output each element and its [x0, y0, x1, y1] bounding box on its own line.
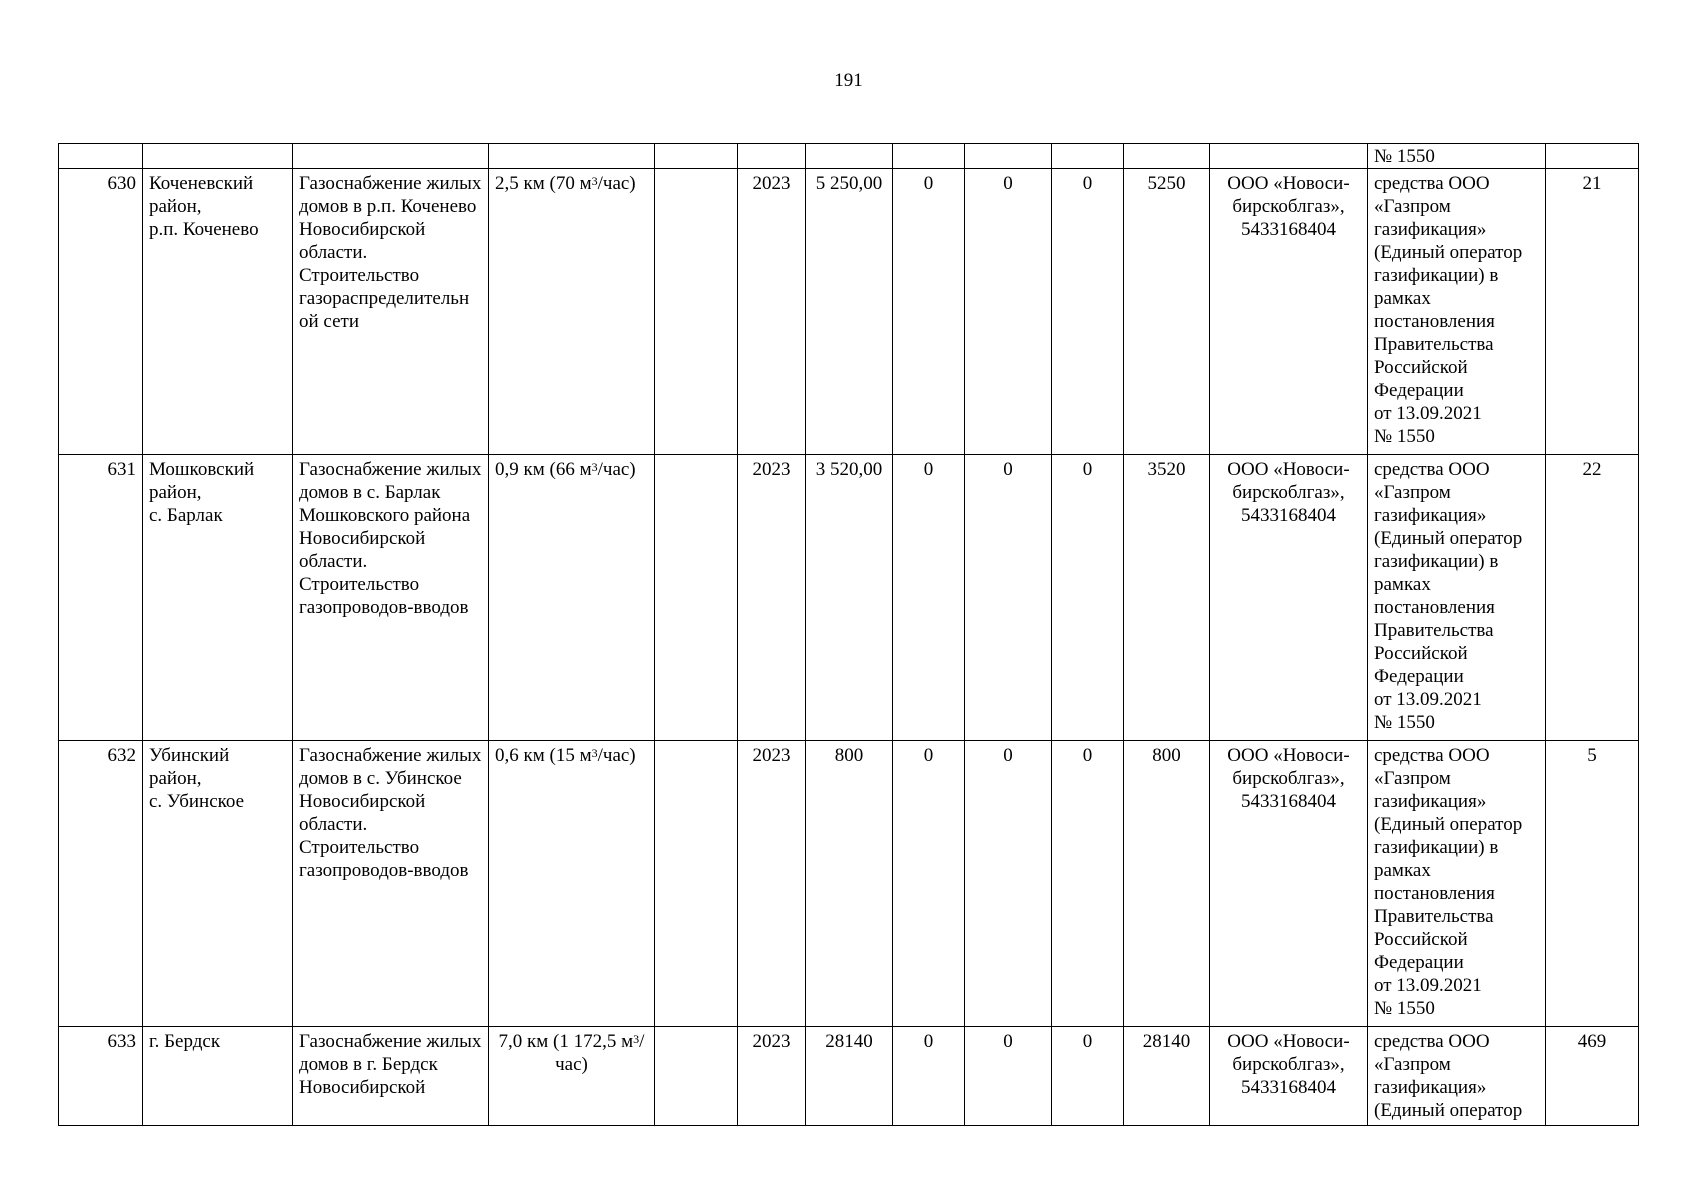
cell-empty: [1210, 144, 1368, 169]
cell-funding: средства ООО «Газпром газификация» (Единый оператор газификации) в рамках постановления Правительства Российской Федерации от 13.09.2021 № 1550: [1368, 169, 1546, 455]
cell-funding: средства ООО «Газпром газификация» (Единый оператор газификации) в рамках постановления Правительства Российской Федерации от 13.09.2021 № 1550: [1368, 741, 1546, 1027]
cell-length-capacity: [489, 455, 655, 741]
cell-empty: [143, 144, 293, 169]
cell-location: Коченевский район, р.п. Коченево: [143, 169, 293, 455]
table-row: [59, 455, 1639, 741]
cell-empty: [59, 144, 143, 169]
cell-value: 5250: [1124, 169, 1210, 455]
cell-value: 0: [893, 455, 965, 741]
cell-object: Газоснабжение жилых домов в с. Убинское Новосибирской области. Строительство газопроводов-вводов: [293, 741, 489, 1027]
table-row: [59, 741, 1639, 1027]
cell-value: 0: [965, 455, 1052, 741]
cell-year: 2023: [738, 1027, 806, 1126]
length-superscript: 3: [633, 1032, 640, 1046]
cell-last: 22: [1546, 455, 1639, 741]
cell-object: Газоснабжение жилых домов в г. Бердск Новосибирской: [293, 1027, 489, 1126]
cell-empty: [655, 1027, 738, 1126]
length-superscript: 3: [591, 174, 598, 188]
cell-number: 632: [59, 741, 143, 1027]
length-text-tail: /час): [597, 745, 636, 766]
cell-operator: ООО «Новоси-бирскоблгаз», 5433168404: [1210, 169, 1368, 455]
cell-total: 800: [806, 741, 893, 1027]
cell-location: Убинский район, с. Убинское: [143, 741, 293, 1027]
cell-location: г. Бердск: [143, 1027, 293, 1126]
page-number: 191: [834, 70, 863, 91]
cell-empty: [738, 144, 806, 169]
cell-total: 28140: [806, 1027, 893, 1126]
cell-empty: [1052, 144, 1124, 169]
cell-value: 0: [965, 1027, 1052, 1126]
cell-value: 0: [1052, 169, 1124, 455]
length-text-tail: /час): [597, 459, 636, 480]
cell-value: 0: [1052, 741, 1124, 1027]
cell-length-capacity: [489, 741, 655, 1027]
table-row-continuation: [59, 144, 1639, 169]
cell-number: 633: [59, 1027, 143, 1126]
cell-operator: ООО «Новоси-бирскоблгаз», 5433168404: [1210, 455, 1368, 741]
length-text: 2,5 км (70 м: [495, 173, 592, 194]
cell-last: 21: [1546, 169, 1639, 455]
cell-value: 0: [1052, 1027, 1124, 1126]
length-superscript: 3: [591, 460, 598, 474]
cell-empty: [806, 144, 893, 169]
cell-empty: [655, 741, 738, 1027]
length-text: 0,9 км (66 м: [495, 459, 592, 480]
cell-empty: [293, 144, 489, 169]
cell-empty: [655, 169, 738, 455]
cell-object: Газоснабжение жилых домов в с. Барлак Мошковского района Новосибирской области. Строительство газопроводов-вводов: [293, 455, 489, 741]
cell-empty: [1124, 144, 1210, 169]
cell-value: 3520: [1124, 455, 1210, 741]
cell-empty: [655, 455, 738, 741]
cell-funding: средства ООО «Газпром газификация» (Единый оператор: [1368, 1027, 1546, 1126]
cell-last: 469: [1546, 1027, 1639, 1126]
length-text-tail: /час): [555, 1031, 645, 1075]
cell-value: 0: [1052, 455, 1124, 741]
cell-empty: [1546, 144, 1639, 169]
cell-value: 0: [893, 1027, 965, 1126]
program-table: [58, 143, 1639, 1126]
cell-value: 0: [965, 169, 1052, 455]
cell-number: 630: [59, 169, 143, 455]
cell-year: 2023: [738, 741, 806, 1027]
cell-value: 28140: [1124, 1027, 1210, 1126]
cell-last: 5: [1546, 741, 1639, 1027]
length-superscript: 3: [591, 746, 598, 760]
cell-total: 3 520,00: [806, 455, 893, 741]
cell-empty: [655, 144, 738, 169]
cell-empty: [489, 144, 655, 169]
cell-year: 2023: [738, 455, 806, 741]
cell-value: 800: [1124, 741, 1210, 1027]
cell-location: Мошковский район, с. Барлак: [143, 455, 293, 741]
length-text: 0,6 км (15 м: [495, 745, 592, 766]
cell-operator: ООО «Новоси-бирскоблгаз», 5433168404: [1210, 741, 1368, 1027]
cell-value: 0: [893, 741, 965, 1027]
table-row: [59, 1027, 1639, 1126]
cell-funding-tail: № 1550: [1368, 144, 1546, 169]
cell-empty: [965, 144, 1052, 169]
cell-length-capacity: [489, 1027, 655, 1126]
table-row: [59, 169, 1639, 455]
cell-funding: средства ООО «Газпром газификация» (Единый оператор газификации) в рамках постановления Правительства Российской Федерации от 13.09.2021 № 1550: [1368, 455, 1546, 741]
cell-year: 2023: [738, 169, 806, 455]
cell-value: 0: [965, 741, 1052, 1027]
cell-length-capacity: [489, 169, 655, 455]
cell-operator: ООО «Новоси-бирскоблгаз», 5433168404: [1210, 1027, 1368, 1126]
length-text-tail: /час): [597, 173, 636, 194]
length-text: 7,0 км (1 172,5 м: [498, 1031, 634, 1052]
cell-number: 631: [59, 455, 143, 741]
cell-total: 5 250,00: [806, 169, 893, 455]
cell-object: Газоснабжение жилых домов в р.п. Коченево Новосибирской области. Строительство газораспределительн ой сети: [293, 169, 489, 455]
cell-value: 0: [893, 169, 965, 455]
cell-empty: [893, 144, 965, 169]
